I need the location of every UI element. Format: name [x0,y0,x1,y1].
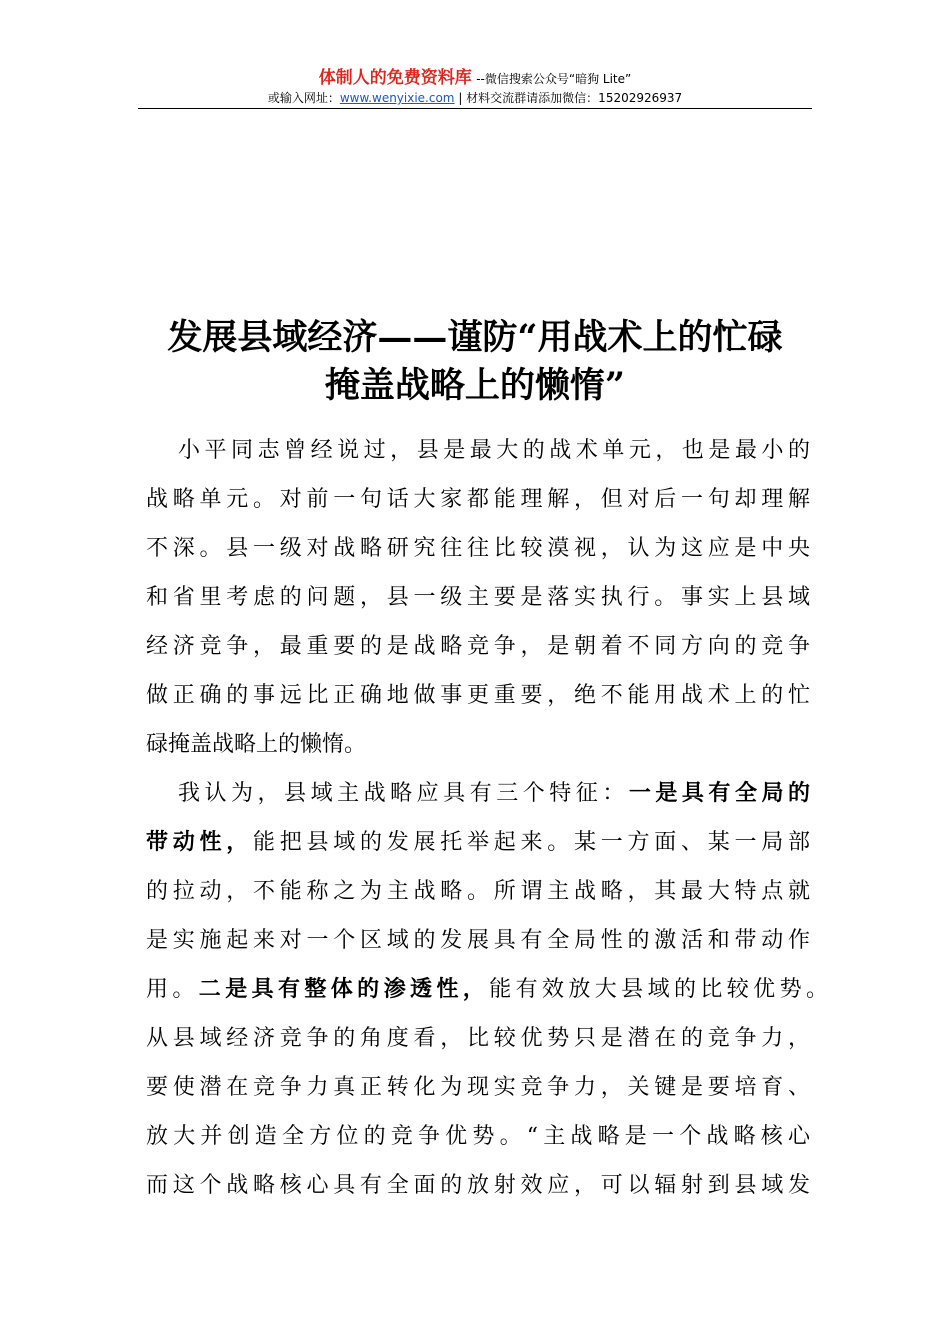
text-line: 经济竞争，最重要的是战略竞争，是朝着不同方向的竞争 [146,634,810,659]
header-contact: | 材料交流群请添加微信：15202926937 [458,91,683,105]
text-line: 的拉动，不能称之为主战略。所谓主战略，其最大特点就 [146,879,810,904]
text-line [146,769,810,818]
text-line: 而这个战略核心具有全面的放射效应，可以辐射到县域发 [146,1173,810,1198]
text-run: 我认为，县域主战略应具有三个特征： [178,781,629,806]
text-line: 和省里考虑的问题，县一级主要是落实执行。事实上县域 [146,585,810,610]
text-line: 做正确的事远比正确地做事更重要，绝不能用战术上的忙 [146,683,810,708]
text-line: 从县域经济竞争的角度看，比较优势只是潜在的竞争力， [146,1026,810,1051]
text-run: 能有效放大县域的比较优势。 [489,977,828,1002]
text-line: 放大并创造全方位的竞争优势。“主战略是一个战略核心 [146,1124,810,1149]
text-line: 是实施起来对一个区域的发展具有全局性的激活和带动作 [146,928,810,953]
document-body [146,426,828,1210]
text-line: 要使潜在竞争力真正转化为现实竞争力，关键是要培育、 [146,1075,810,1100]
text-line: 不深。县一级对战略研究往往比较漠视，认为这应是中央 [146,536,810,561]
document-header [138,68,812,107]
title-line-1: 发展县域经济——谨防“用战术上的忙碌 [167,317,783,358]
text-line [146,818,810,867]
header-line-2 [138,89,812,107]
emphasis-run: 一是具有全局的 [628,780,810,806]
header-line-1 [138,68,812,89]
header-brand: 体制人的免费资料库 [318,68,472,88]
header-tagline: --微信搜索公众号“暗狗 Lite” [476,72,632,86]
paragraph-1 [146,426,810,769]
emphasis-run: 二是具有整体的渗透性， [198,976,490,1002]
paragraph-2 [146,769,828,1210]
title-line-2: 掩盖战略上的懒惰” [324,365,626,406]
document-title [138,314,812,410]
emphasis-run: 带动性， [146,829,253,855]
header-url-link[interactable]: www.wenyixie.com [339,91,455,105]
text-line: 碌掩盖战略上的懒惰。 [146,732,367,757]
text-line: 战略单元。对前一句话大家都能理解，但对后一句却理解 [146,487,810,512]
text-run: 用。 [146,977,199,1002]
text-line: 小平同志曾经说过，县是最大的战术单元，也是最小的 [178,438,810,463]
header-divider [138,108,812,109]
header-url-prefix: 或输入网址： [267,91,340,105]
text-line [146,965,828,1014]
text-run: 能把县域的发展托举起来。某一方面、某一局部 [253,830,810,855]
